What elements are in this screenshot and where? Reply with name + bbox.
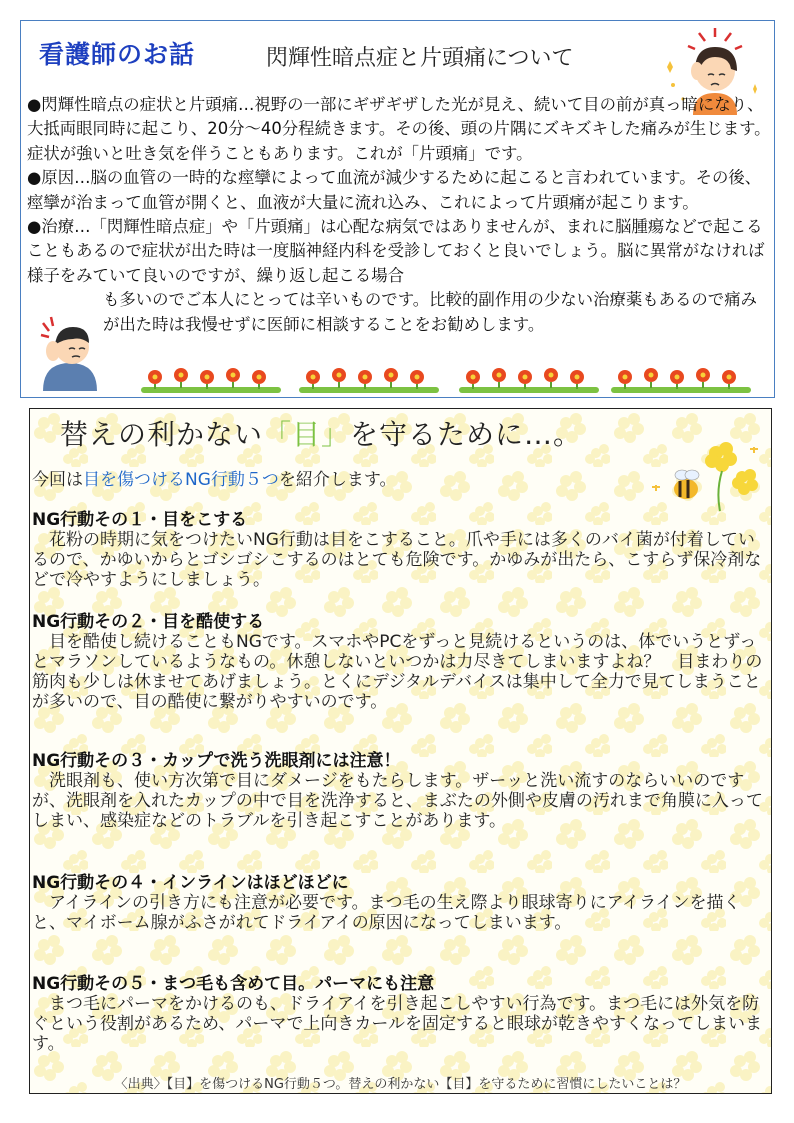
treatment-paragraph: ●治療…「閃輝性暗点症」や「片頭痛」は心配な病気ではありませんが、まれに脳腫瘍などで起こることもあるので症状が出た時は一度脳神経内科を受診しておくと良いでしょう。脳に異常がなければ様子をみていて良いのですが、繰り返し起こる場合 (27, 217, 765, 285)
ng-item-body: 洗眼剤も、使い方次第で目にダメージをもたらします。ザーッと洗い流すのならいいのですが、洗眼剤を入れたカップの中で目を洗浄すると、まぶたの外側や皮膚の汚れまで角膜に入ってしまい、感染症などのトラブルを引き起こすことがあります。 (32, 771, 763, 831)
ng-item-heading: NG行動その２・目を酷使する (32, 612, 265, 632)
treatment-paragraph-continued: も多いのでご本人にとっては辛いものです。比較的副作用の少ない治療薬もあるので痛みが出た時は我慢せずに医師に相談することをお勧めします。 (103, 290, 757, 334)
nurse-talk-panel (20, 20, 775, 398)
ng-item-body: アイラインの引き方にも注意が必要です。まつ毛の生え際より眼球寄りにアイラインを描くと、マイボーム腺がふさがれてドライアイの原因になってしまいます。 (32, 893, 741, 933)
ng-item (32, 612, 770, 712)
ng-item (32, 974, 770, 1054)
eye-section-intro (32, 465, 397, 490)
flower-border (141, 361, 751, 395)
ng-item-body: 花粉の時期に気をつけたいNG行動は目をこすること。爪や手には多くのバイ菌が付着しているので、かゆいからとゴシゴシこするのはとても危険です。かゆみが出たら、こすらず保冷剤などで冷やすようにしましょう。 (32, 530, 762, 590)
ng-item-body: 目を酷使し続けることもNGです。スマホやPCをずっと見続けるというのは、体でいうとずっとマラソンしているようなもの。休憩しないといつかは力尽きてしまいますよね？ 目まわりの筋肉も少しは休ませてあげましょう。とくにデジタルデバイスは集中して全力で見てしまうことが多いので、目の酷使に繋がりやすいのです。 (32, 632, 763, 712)
ng-item-heading: NG行動その３・カップで洗う洗眼剤には注意！ (32, 751, 401, 771)
ng-item-heading: NG行動その１・目をこする (32, 510, 248, 530)
headache-man-illustration (39, 313, 101, 391)
ng-item-body: まつ毛にパーマをかけるのも、ドライアイを引き起こしやすい行為です。まつ毛には外気を防ぐという役割があるため、パーマで上向きカールを固定すると眼球が乾きやすくなってしまいます。 (32, 994, 762, 1054)
eye-title-prefix: 替えの利かない (60, 418, 264, 451)
eye-protection-panel (29, 408, 772, 1094)
nurse-talk-body (27, 93, 772, 337)
ng-item (32, 751, 770, 831)
cause-paragraph: ●原因…脳の血管の一時的な痙攣によって血流が減少するために起こると言われています。その後、痙攣が治まって血管が開くと、血液が大量に流れ込み、これによって片頭痛が起こります。 (27, 168, 762, 212)
ng-item (32, 873, 770, 933)
intro-prefix: 今回は (32, 470, 83, 490)
intro-highlight: 目を傷つけるNG行動５つ (83, 470, 279, 490)
intro-suffix: を紹介します。 (278, 470, 397, 490)
eye-section-title (60, 413, 582, 453)
symptom-paragraph: ●閃輝性暗点の症状と片頭痛…視野の一部にギザギザした光が見え、続いて目の前が真っ暗になり、大抵両眼同時に起こり、20分～40分程続きます。その後、頭の片隅にズキズキした痛みが生じます。症状が強いと吐き気を伴うこともあります。これが「片頭痛」です。 (27, 95, 771, 163)
source-citation: 〈出典〉【目】を傷つけるNG行動５つ。替えの利かない【目】を守るために習慣にしたいことは？ (114, 1077, 687, 1092)
ng-item-heading: NG行動その４・インラインはほどほどに (32, 873, 349, 893)
nurse-talk-title: 看護師のお話 (39, 40, 196, 69)
ng-item-heading: NG行動その５・まつ毛も含めて目。パーマにも注意 (32, 974, 435, 994)
ng-item (32, 510, 770, 590)
eye-title-highlight: 「目」 (263, 418, 351, 451)
eye-title-suffix: を守るために…。 (350, 418, 583, 451)
rapeseed-bee-illustration (646, 431, 766, 513)
nurse-talk-subtitle: 閃輝性暗点症と片頭痛について (266, 46, 574, 71)
